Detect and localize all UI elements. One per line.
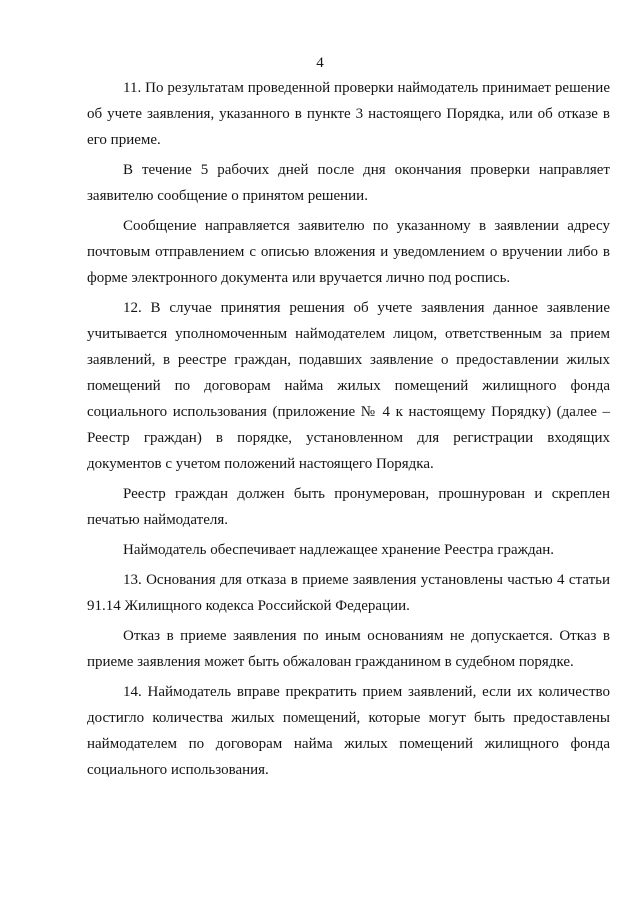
document-body xyxy=(87,75,610,787)
paragraph-12-registry-storage: Наймодатель обеспечивает надлежащее хранение Реестра граждан. xyxy=(123,542,555,558)
page-number: 4 xyxy=(316,55,324,71)
paragraph-11-notification-term: В течение 5 рабочих дней после дня окончания проверки направляет заявителю сообщение о принятом решении. xyxy=(87,162,610,204)
paragraph-12: 12. В случае принятия решения об учете заявления данное заявление учитывается уполномоченным наймодателем лицом, ответственным за прием заявлений, в реестре граждан, подавших заявление о предоставлении жилых помещений по договорам найма жилых помещений жилищного фонда социального использования (приложение № 4 к настоящему Порядку) (далее – Реестр граждан) в порядке, установленном для регистрации входящих документов с учетом положений настоящего Порядка. xyxy=(87,300,610,472)
paragraph-14: 14. Наймодатель вправе прекратить прием заявлений, если их количество достигло количества жилых помещений, которые могут быть предоставлены наймодателем по договорам найма жилых помещений жилищного фонда социального использования. xyxy=(87,684,610,778)
paragraph-13: 13. Основания для отказа в приеме заявления установлены частью 4 статьи 91.14 Жилищного кодекса Российской Федерации. xyxy=(87,572,610,614)
paragraph-13-appeal: Отказ в приеме заявления по иным основаниям не допускается. Отказ в приеме заявления может быть обжалован гражданином в судебном порядке. xyxy=(87,628,610,670)
paragraph-12-registry-binding: Реестр граждан должен быть пронумерован, прошнурован и скреплен печатью наймодателя. xyxy=(87,486,610,528)
paragraph-11: 11. По результатам проведенной проверки наймодатель принимает решение об учете заявления, указанного в пункте 3 настоящего Порядка, или об отказе в его приеме. xyxy=(87,80,610,148)
paragraph-11-notification-method: Сообщение направляется заявителю по указанному в заявлении адресу почтовым отправлением с описью вложения и уведомлением о вручении либо в форме электронного документа или вручается лично под роспись. xyxy=(87,218,610,286)
